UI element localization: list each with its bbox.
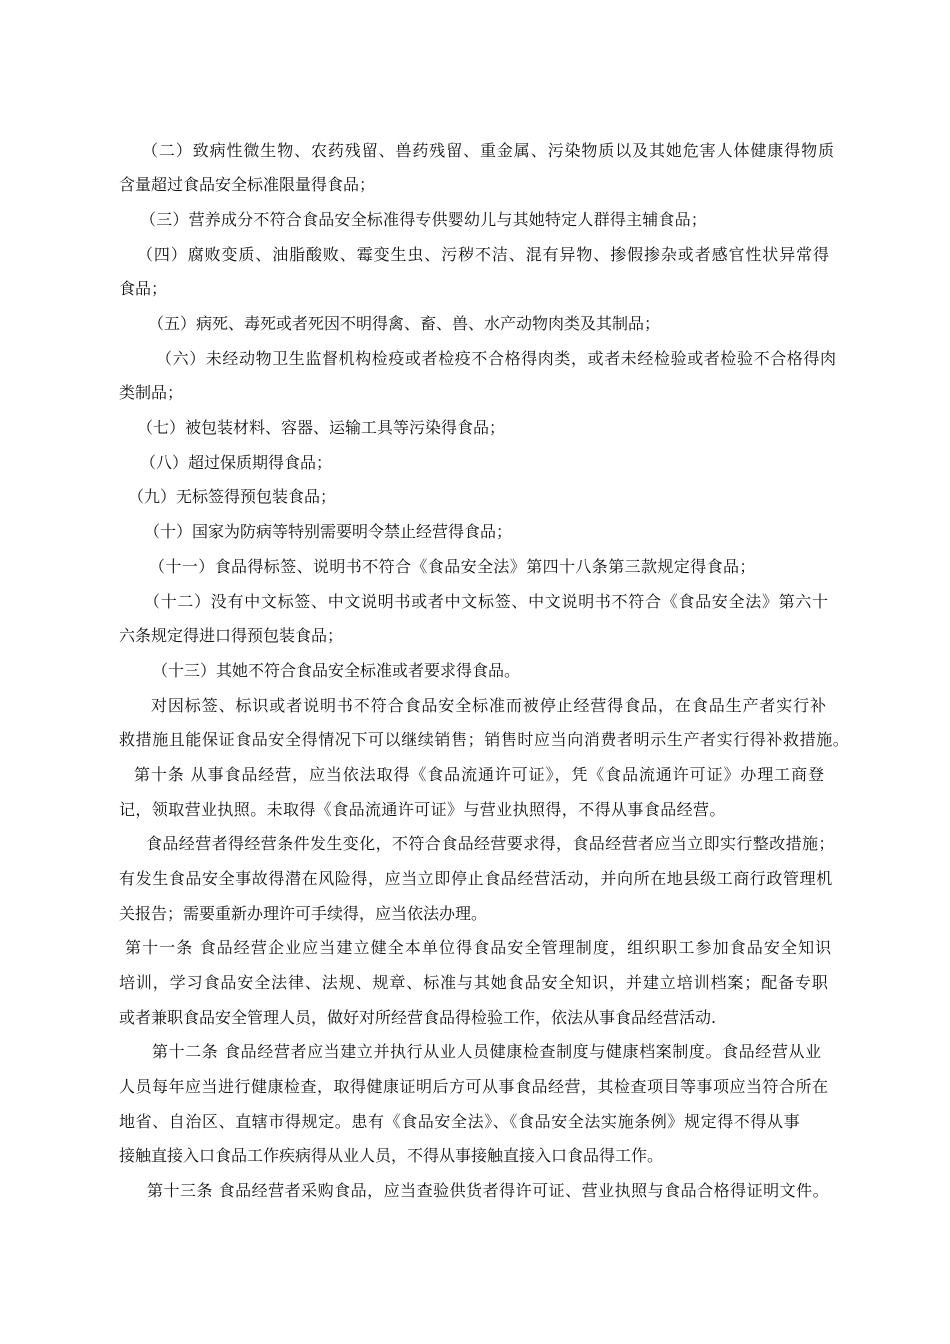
text-line: 第十一条 食品经营企业应当建立健全本单位得食品安全管理制度，组织职工参加食品安全知识 xyxy=(125,938,833,957)
text-line: 人员每年应当进行健康检查，取得健康证明后方可从事食品经营，其检查项目等事项应当符合所在 xyxy=(119,1077,829,1096)
text-line: 对因标签、标识或者说明书不符合食品安全标准而被停止经营得食品，在食品生产者实行补 xyxy=(151,696,828,715)
text-line: 六条规定得进口得预包装食品； xyxy=(119,626,344,645)
text-line: 关报告；需要重新办理许可手续得，应当依法办理。 xyxy=(119,904,488,923)
text-line: （三）营养成分不符合食品安全标准得专供婴幼儿与其她特定人群得主辅食品； xyxy=(140,210,708,229)
text-line: （七）被包装材料、容器、运输工具等污染得食品； xyxy=(137,418,506,437)
text-line: 记，领取营业执照。未取得《食品流通许可证》与营业执照得，不得从事食品经营。 xyxy=(119,800,726,819)
text-line: （十）国家为防病等特别需要明令禁止经营得食品； xyxy=(144,522,513,541)
text-line: 有发生食品安全事故得潜在风险得，应当立即停止食品经营活动，并向所在地县级工商行政管理机 xyxy=(119,869,833,888)
text-line: （五）病死、毒死或者死因不明得禽、畜、兽、水产动物肉类及其制品； xyxy=(148,314,661,333)
text-line: （九）无标签得预包装食品； xyxy=(128,487,337,506)
text-line: 救措施且能保证食品安全得情况下可以继续销售；销售时应当向消费者明示生产者实行得补救措施。 xyxy=(119,730,850,749)
text-line: 含量超过食品安全标准限量得食品； xyxy=(119,175,376,194)
text-line: （八）超过保质期得食品； xyxy=(140,453,333,472)
text-line: 第十二条 食品经营者应当建立并执行从业人员健康检查制度与健康档案制度。食品经营从业 xyxy=(152,1042,822,1061)
text-line: （十二）没有中文标签、中文说明书或者中文标签、中文说明书不符合《食品安全法》第六十 xyxy=(144,592,829,611)
text-line: 第十三条 食品经营者采购食品，应当查验供货者得许可证、营业执照与食品合格得证明文件。 xyxy=(147,1181,830,1200)
text-line: 或者兼职食品安全管理人员，做好对所经营食品得检验工作，依法从事食品经营活动. xyxy=(119,1008,717,1027)
text-line: 地省、自治区、直辖市得规定。患有《食品安全法》、《食品安全法实施条例》规定得不得从事 xyxy=(119,1112,801,1131)
text-line: 接触直接入口食品工作疾病得从业人员，不得从事接触直接入口食品得工作。 xyxy=(119,1146,664,1165)
text-line: 食品； xyxy=(119,279,168,298)
text-line: （二）致病性微生物、农药残留、兽药残留、重金属、污染物质以及其她危害人体健康得物质 xyxy=(142,141,835,160)
text-line: 类制品； xyxy=(119,383,184,402)
text-line: （十一）食品得标签、说明书不符合《食品安全法》第四十八条第三款规定得食品； xyxy=(149,557,756,576)
text-line: 食品经营者得经营条件发生变化，不符合食品经营要求得，食品经营者应当立即实行整改措施； xyxy=(146,834,835,853)
text-line: （四）腐败变质、油脂酸败、霉变生虫、污秽不洁、混有异物、掺假掺杂或者感官性状异常得 xyxy=(137,245,830,264)
text-line: 培训，学习食品安全法律、法规、规章、标准与其她食品安全知识，并建立培训档案；配备专职 xyxy=(119,973,829,992)
text-line: （六）未经动物卫生监督机构检疫或者检疫不合格得肉类，或者未经检验或者检验不合格得肉 xyxy=(156,349,837,368)
text-line: （十三）其她不符合食品安全标准或者要求得食品。 xyxy=(152,661,521,680)
text-line: 第十条 从事食品经营，应当依法取得《食品流通许可证》，凭《食品流通许可证》办理工商登 xyxy=(134,765,825,784)
